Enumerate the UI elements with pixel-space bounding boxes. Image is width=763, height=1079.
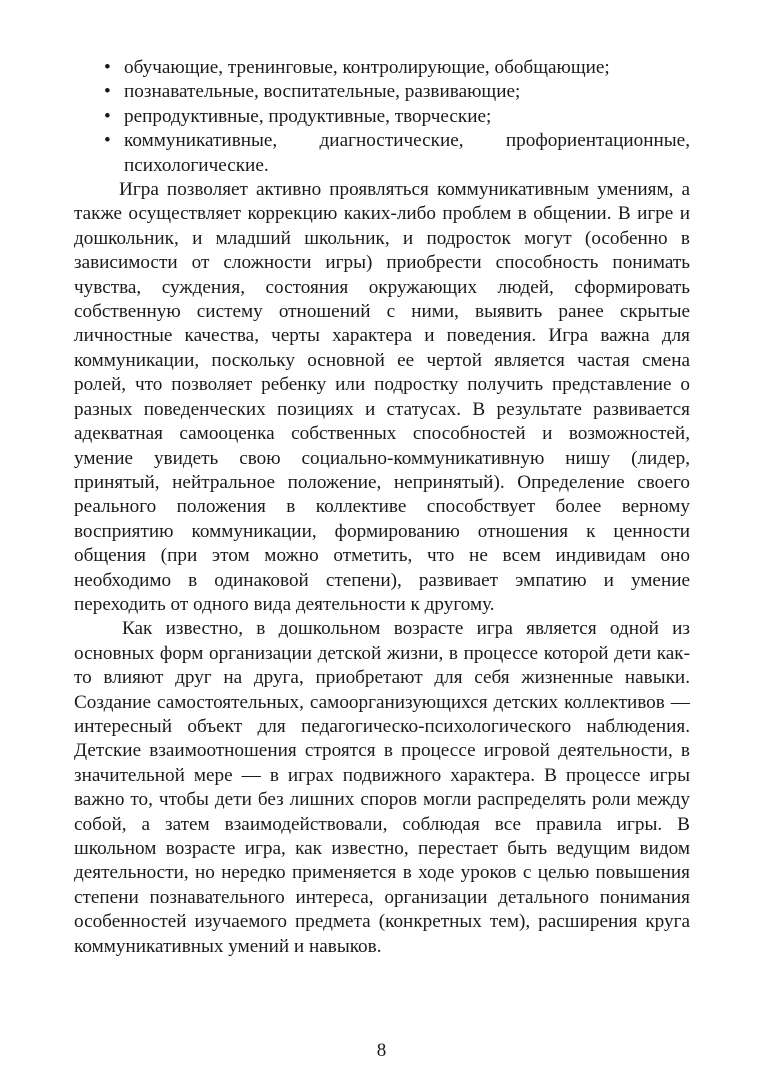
page-number: 8 <box>376 1040 387 1061</box>
list-item: • обучающие, тренинговые, контролирующие, обобщающие; <box>74 56 690 80</box>
list-item: • репродуктивные, продуктивные, творческие; <box>74 105 690 129</box>
page-body <box>74 56 690 959</box>
paragraph-preschool: Как известно, в дошкольном возрасте игра является одной из основных форм организации детской жизни, в процессе которой дети как-то влияют друг на друга, приобретают для себя жизненные навыки. Создание самостоятельных, самоорганизующихся детских коллективов — интересный объект для педагогическо-психологического наблюдения. Детские взаимоотношения строятся в процессе игровой деятельности, в значительной мере — в играх подвижного характера. В процессе игры важно то, чтобы дети без лишних споров могли распределять роли между собой, а затем взаимодействовали, соблюдая все правила игры. В школьном возрасте игра, как известно, перестает быть ведущим видом деятельности, но нередко применяется в ходе уроков с целью повышения степени познавательного интереса, организации детального понимания особенностей изучаемого предмета (конкретных тем), расширения круга коммуникативных умений и навыков. <box>74 618 690 957</box>
game-types-list <box>74 56 690 178</box>
list-item: • коммуникативные, диагностические, профориентационные, психологические. <box>74 129 690 178</box>
list-item: • познавательные, воспитательные, развивающие; <box>74 80 690 104</box>
paragraph-communication: Игра позволяет активно проявляться коммуникативным умениям, а также осуществляет коррекцию каких-либо проблем в общении. В игре и дошкольник, и младший школьник, и подросток могут (особенно в зависимости от сложности игры) приобрести способность понимать чувства, суждения, состояния окружающих людей, сформировать собственную систему отношений с ними, выявить ранее скрытые личностные качества, черты характера и поведения. Игра важна для коммуникации, поскольку основной ее чертой является частая смена ролей, что позволяет ребенку или подростку получить представление о разных поведенческих позициях и статусах. В результате развивается адекватная самооценка собственных способностей и возможностей, умение увидеть свою социально-коммуникативную нишу (лидер, принятый, нейтральное положение, непринятый). Определение своего реального положения в коллективе способствует более верному восприятию коммуникации, формированию отношения к ценности общения (при этом можно отметить, что не всем индивидам оно необходимо в одинаковой степени), развивает эмпатию и умение переходить от одного вида деятельности к другому. <box>74 179 690 615</box>
